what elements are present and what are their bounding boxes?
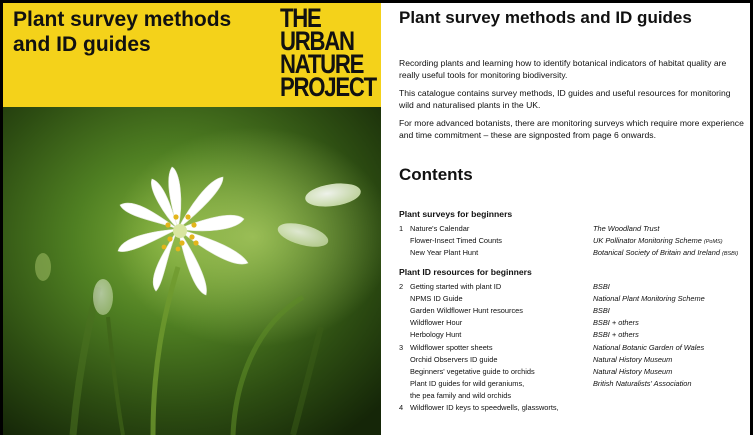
toc-entry-name: Beginners' vegetative guide to orchids xyxy=(410,366,535,376)
toc-row[interactable] xyxy=(399,329,744,341)
toc-row[interactable] xyxy=(399,235,744,247)
toc-page-number: 2 xyxy=(399,281,404,291)
toc-entry-name: Flower-Insect Timed Counts xyxy=(410,236,503,246)
logo-line: THE xyxy=(280,3,321,33)
toc-section-title: Plant ID resources for beginners xyxy=(399,266,532,277)
toc-entry-org: Natural History Museum xyxy=(593,366,673,376)
toc-row[interactable] xyxy=(399,402,744,414)
toc-entry-name: NPMS ID Guide xyxy=(410,293,463,303)
toc-entry-name: Nature's Calendar xyxy=(410,224,470,233)
toc-entry-name: Wildflower spotter sheets xyxy=(410,342,493,352)
toc-entry-name: Orchid Observers ID guide xyxy=(410,354,498,364)
toc-section-title: Plant surveys for beginners xyxy=(399,209,513,219)
cover-page xyxy=(3,3,381,435)
toc-entry-name: the pea family and wild orchids xyxy=(410,391,512,401)
toc-entry-org: BSBI + others xyxy=(593,330,639,340)
intro-paragraph: Recording plants and learning how to identify botanical indicators of habitat quality are really useful tools for monitoring biodiversity. xyxy=(399,58,727,80)
toc-entry-org: The Woodland Trust xyxy=(593,224,660,233)
toc-page-number: 1 xyxy=(399,224,404,233)
intro-paragraph: For more advanced botanists, there are monitoring surveys which require more experience and time commitment – these are signposted from page 6 onwards. xyxy=(399,118,744,140)
toc-page-number: 4 xyxy=(399,403,404,413)
intro-text xyxy=(399,57,744,147)
toc-page-number: 3 xyxy=(399,342,404,352)
toc-entry-name: Getting started with plant ID xyxy=(410,281,502,291)
table-of-contents xyxy=(399,208,744,415)
urban-nature-project-logo xyxy=(280,3,376,102)
toc-row[interactable] xyxy=(399,281,744,293)
toc-entry-org: Natural History Museum xyxy=(593,354,673,364)
toc-row[interactable] xyxy=(399,223,744,235)
logo-line: URBAN xyxy=(280,26,354,56)
toc-entry-org: British Naturalists' Association xyxy=(593,379,692,389)
cover-title: Plant survey methods and ID guides xyxy=(13,8,232,56)
toc-entry-org: National Botanic Garden of Wales xyxy=(593,342,705,352)
page-title: Plant survey methods and ID guides xyxy=(399,8,692,27)
toc-entry-org: Botanical Society of Britain and Ireland (BSBI) xyxy=(593,248,739,258)
toc-entry-name: Plant ID guides for wild geraniums, xyxy=(410,379,525,389)
toc-entry-org: BSBI xyxy=(593,305,610,315)
contents-heading: Contents xyxy=(399,165,473,184)
logo-line: PROJECT xyxy=(280,72,376,102)
logo-line: NATURE xyxy=(280,49,364,79)
toc-entry-name: New Year Plant Hunt xyxy=(410,248,479,258)
toc-row[interactable] xyxy=(399,305,744,317)
toc-row-continued[interactable] xyxy=(399,390,744,402)
document-spread xyxy=(3,3,750,435)
toc-section-rows xyxy=(399,223,744,260)
toc-entry-org: BSBI + others xyxy=(593,318,639,328)
intro-paragraph: This catalogue contains survey methods, ID guides and useful resources for monitoring wild and naturalised plants in the UK. xyxy=(399,88,731,110)
cover-photo-white-flower xyxy=(3,107,381,435)
toc-row[interactable] xyxy=(399,378,744,390)
toc-entry-org: BSBI xyxy=(593,281,610,291)
toc-row[interactable] xyxy=(399,354,744,366)
toc-entry-name: Wildflower Hour xyxy=(410,318,463,328)
contents-page xyxy=(381,3,750,435)
toc-entry-name: Herbology Hunt xyxy=(410,330,462,340)
toc-entry-org: National Plant Monitoring Scheme xyxy=(593,293,705,303)
toc-entry-name: Garden Wildflower Hunt resources xyxy=(410,305,523,315)
toc-row[interactable] xyxy=(399,342,744,354)
toc-row[interactable] xyxy=(399,366,744,378)
toc-entry-org: UK Pollinator Monitoring Scheme (PoMS) xyxy=(593,236,723,246)
toc-section-rows xyxy=(399,281,744,415)
toc-row[interactable] xyxy=(399,293,744,305)
toc-row[interactable] xyxy=(399,317,744,329)
toc-row[interactable] xyxy=(399,247,744,259)
toc-entry-name: Wildflower ID keys to speedwells, glassworts, xyxy=(410,403,559,413)
